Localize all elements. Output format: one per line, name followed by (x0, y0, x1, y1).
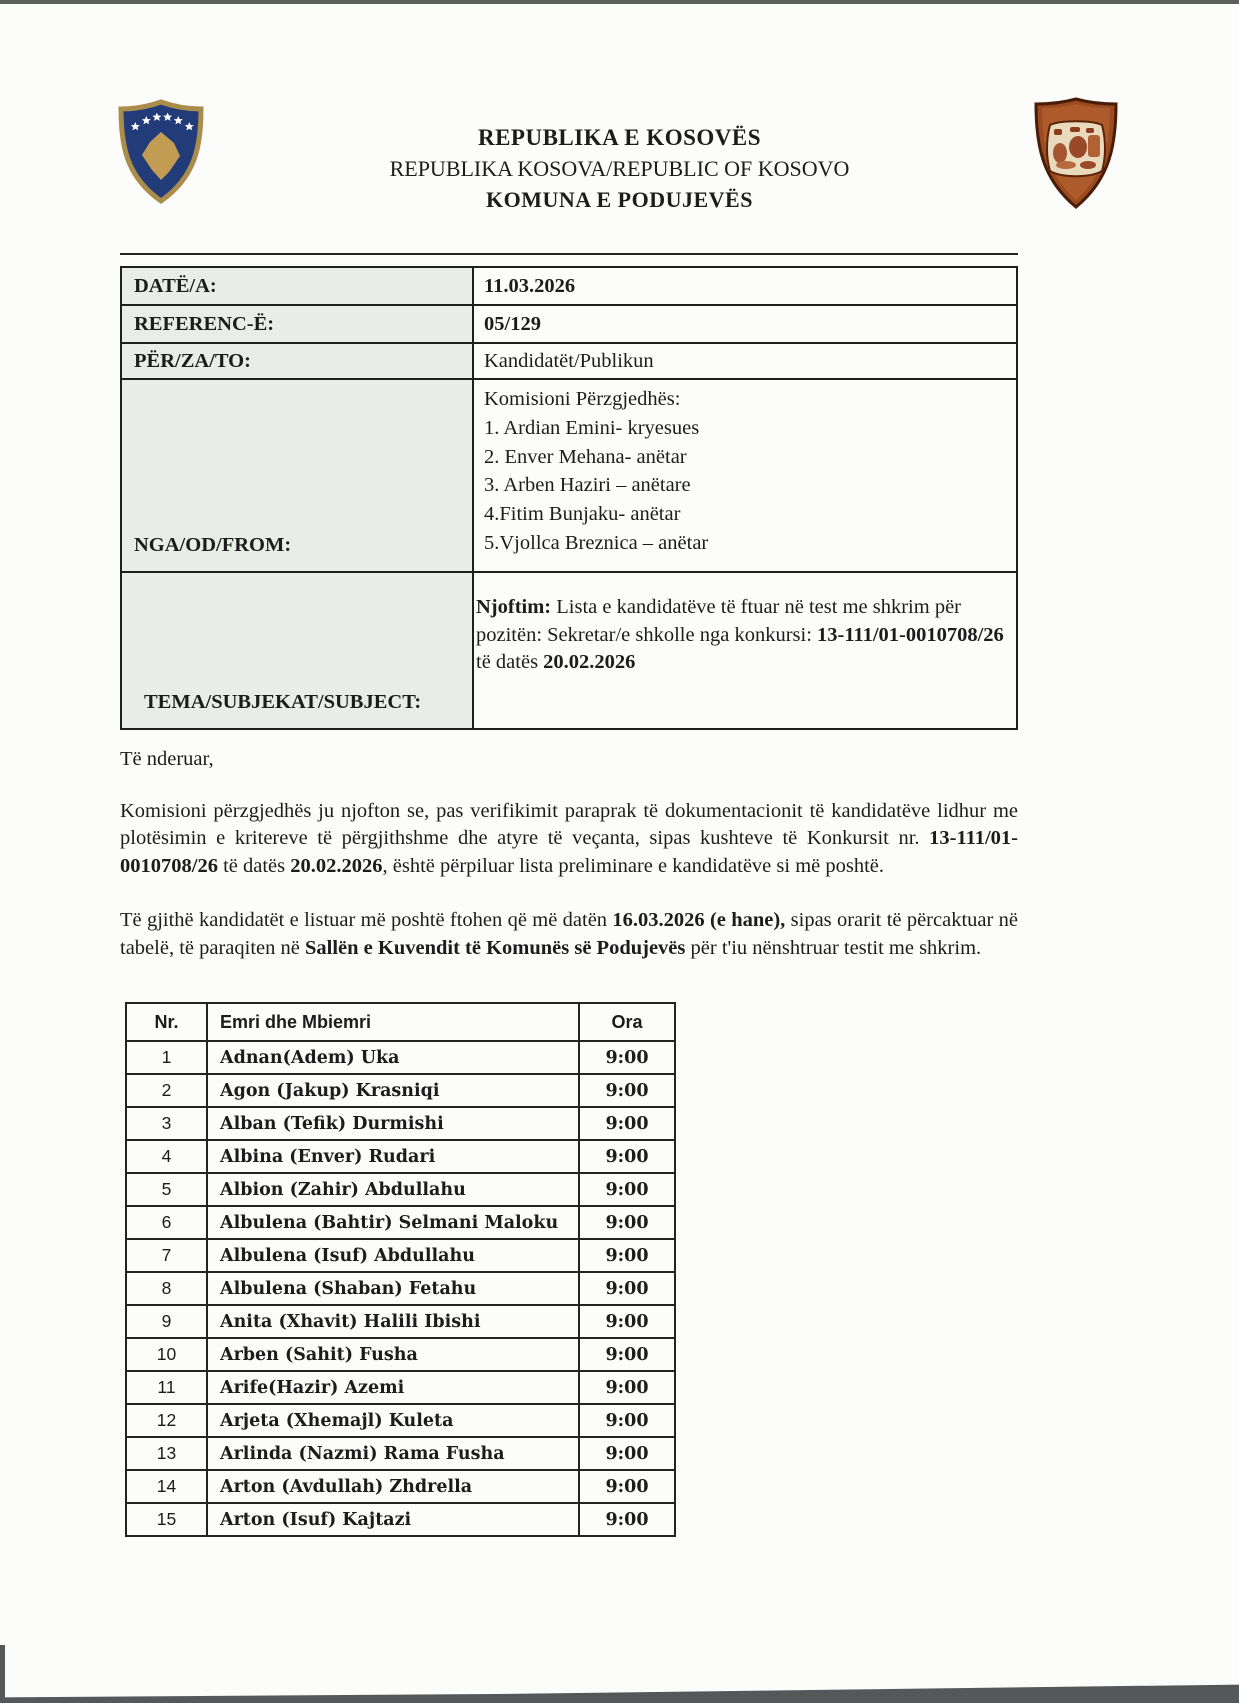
table-row (126, 1107, 675, 1140)
subject-competition-number: 13-111/01-0010708/26 (817, 623, 1004, 646)
to-value: Kandidatët/Publikun (473, 343, 1017, 379)
candidate-nr: 3 (126, 1107, 207, 1140)
info-table (120, 266, 1018, 730)
from-value (473, 379, 1017, 572)
candidate-nr: 12 (126, 1404, 207, 1437)
document-header (112, 95, 1127, 225)
committee-member: 2. Enver Mehana- anëtar (484, 445, 687, 468)
candidate-nr: 1 (126, 1041, 207, 1074)
candidate-time: 9:00 (579, 1140, 675, 1173)
paragraph-1 (120, 798, 1018, 881)
candidate-name: Arton (Avdullah) Zhdrella (207, 1470, 579, 1503)
table-row (126, 1140, 675, 1173)
candidate-name: Adnan(Adem) Uka (207, 1041, 579, 1074)
letter-body (120, 746, 1018, 963)
test-date: 16.03.2026 (e hane), (612, 909, 786, 932)
candidate-time: 9:00 (579, 1470, 675, 1503)
info-row-to (121, 343, 1017, 379)
candidate-nr: 14 (126, 1470, 207, 1503)
candidate-name: Arton (Isuf) Kajtazi (207, 1503, 579, 1536)
subject-value (473, 572, 1017, 729)
reference-value: 05/129 (473, 305, 1017, 343)
competition-date: 20.02.2026 (290, 854, 383, 877)
candidate-nr: 15 (126, 1503, 207, 1536)
candidate-nr: 5 (126, 1173, 207, 1206)
table-row (126, 1074, 675, 1107)
candidate-time: 9:00 (579, 1206, 675, 1239)
table-row (126, 1239, 675, 1272)
info-row-from (121, 379, 1017, 572)
table-row (126, 1272, 675, 1305)
candidates-header-row (126, 1003, 675, 1041)
paragraph-text: për t'iu nënshtruar testit me shkrim. (685, 936, 982, 959)
committee-title: Komisioni Përzgjedhës: (484, 388, 681, 410)
subject-text: Lista e kandidatëve të ftuar në test me shkrim për pozitën: Sekretar/e shkolle nga konkursi: (476, 596, 961, 646)
committee-member: 4.Fitim Bunjaku- anëtar (484, 503, 681, 526)
divider-rule (120, 253, 1018, 255)
candidate-name: Albulena (Bahtir) Selmani Maloku (207, 1206, 579, 1239)
kosovo-coat-of-arms-icon (117, 99, 205, 210)
table-row (126, 1371, 675, 1404)
candidate-time: 9:00 (579, 1074, 675, 1107)
subject-label: TEMA/SUBJEKAT/SUBJECT: (121, 572, 473, 729)
candidate-nr: 10 (126, 1338, 207, 1371)
reference-label: REFERENC-Ë: (121, 305, 473, 343)
candidate-nr: 2 (126, 1074, 207, 1107)
table-row (126, 1470, 675, 1503)
scan-bottom-edge (0, 1683, 1239, 1703)
table-row (126, 1503, 675, 1536)
candidate-time: 9:00 (579, 1041, 675, 1074)
col-header-nr: Nr. (126, 1003, 207, 1041)
table-row (126, 1041, 675, 1074)
info-table-section (120, 253, 1018, 730)
committee-member: 3. Arben Haziri – anëtare (484, 474, 691, 497)
subject-notice-keyword: Njoftim: (476, 596, 552, 618)
header-titles (232, 125, 1007, 213)
municipality-title: KOMUNA E PODUJEVËS (486, 187, 753, 212)
candidate-name: Albina (Enver) Rudari (207, 1140, 579, 1173)
candidate-time: 9:00 (579, 1437, 675, 1470)
candidate-time: 9:00 (579, 1371, 675, 1404)
candidate-nr: 13 (126, 1437, 207, 1470)
table-row (126, 1338, 675, 1371)
table-row (126, 1173, 675, 1206)
candidate-name: Arjeta (Xhemajl) Kuleta (207, 1404, 579, 1437)
candidate-name: Arife(Hazir) Azemi (207, 1371, 579, 1404)
test-location: Sallën e Kuvendit të Komunës së Podujevës (304, 936, 686, 959)
candidate-time: 9:00 (579, 1107, 675, 1140)
paragraph-text: sipas orarit të përcaktuar në tabelë, të paraqiten në (120, 909, 1018, 959)
scan-top-edge (0, 0, 1239, 4)
candidate-time: 9:00 (579, 1503, 675, 1536)
candidate-nr: 9 (126, 1305, 207, 1338)
table-row (126, 1404, 675, 1437)
paragraph-text: Komisioni përzgjedhës ju njofton se, pas verifikimit paraprak të dokumentacionit të kandidatëve lidhur me plotësimin e kritereve të përgjithshme dhe atyre të veçanta, sipas kushteve të Konkursit nr. (120, 799, 1018, 850)
from-label: NGA/OD/FROM: (121, 379, 473, 572)
paragraph-text: të datës (217, 854, 291, 877)
candidate-name: Albion (Zahir) Abdullahu (207, 1173, 579, 1206)
salutation: Të nderuar, (120, 748, 214, 770)
candidate-nr: 7 (126, 1239, 207, 1272)
candidate-time: 9:00 (579, 1239, 675, 1272)
candidate-name: Anita (Xhavit) Halili Ibishi (207, 1305, 579, 1338)
paragraph-text: , është përpiluar lista preliminare e kandidatëve si më poshtë. (382, 854, 885, 877)
republic-title: REPUBLIKA E KOSOVËS (477, 125, 762, 150)
info-row-date (121, 267, 1017, 305)
candidate-name: Albulena (Shaban) Fetahu (207, 1272, 579, 1305)
col-header-name: Emri dhe Mbiemri (207, 1003, 579, 1041)
candidate-time: 9:00 (579, 1404, 675, 1437)
table-row (126, 1305, 675, 1338)
col-header-time: Ora (579, 1003, 675, 1041)
candidates-table (125, 1002, 676, 1537)
committee-member: 5.Vjollca Breznica – anëtar (484, 531, 709, 554)
competition-number: 13-111/01-0010708/26 (120, 827, 1018, 877)
committee-member: 1. Ardian Emini- kryesues (484, 416, 700, 439)
paragraph-2 (120, 907, 1018, 962)
paragraph-text: Të gjithë kandidatët e listuar më poshtë ftohen që më datën (120, 909, 613, 932)
subject-date: 20.02.2026 (543, 651, 636, 673)
republic-subtitle: REPUBLIKA KOSOVA/REPUBLIC OF KOSOVO (389, 156, 850, 181)
info-row-subject (121, 572, 1017, 729)
candidate-name: Alban (Tefik) Durmishi (207, 1107, 579, 1140)
candidates-table-section (125, 1002, 676, 1537)
table-row (126, 1437, 675, 1470)
scan-left-edge (0, 1645, 5, 1703)
candidate-nr: 6 (126, 1206, 207, 1239)
candidate-name: Arlinda (Nazmi) Rama Fusha (207, 1437, 579, 1470)
candidate-nr: 4 (126, 1140, 207, 1173)
date-value: 11.03.2026 (473, 267, 1017, 305)
candidate-time: 9:00 (579, 1173, 675, 1206)
candidate-name: Agon (Jakup) Krasniqi (207, 1074, 579, 1107)
info-row-reference (121, 305, 1017, 343)
subject-text: të datës (476, 651, 544, 673)
date-label: DATË/A: (121, 267, 473, 305)
candidate-nr: 11 (126, 1371, 207, 1404)
candidate-nr: 8 (126, 1272, 207, 1305)
table-row (126, 1206, 675, 1239)
podujeva-municipality-emblem-icon (1030, 95, 1122, 218)
candidate-time: 9:00 (579, 1338, 675, 1371)
to-label: PËR/ZA/TO: (121, 343, 473, 379)
candidate-time: 9:00 (579, 1305, 675, 1338)
candidate-name: Albulena (Isuf) Abdullahu (207, 1239, 579, 1272)
candidate-time: 9:00 (579, 1272, 675, 1305)
candidate-name: Arben (Sahit) Fusha (207, 1338, 579, 1371)
